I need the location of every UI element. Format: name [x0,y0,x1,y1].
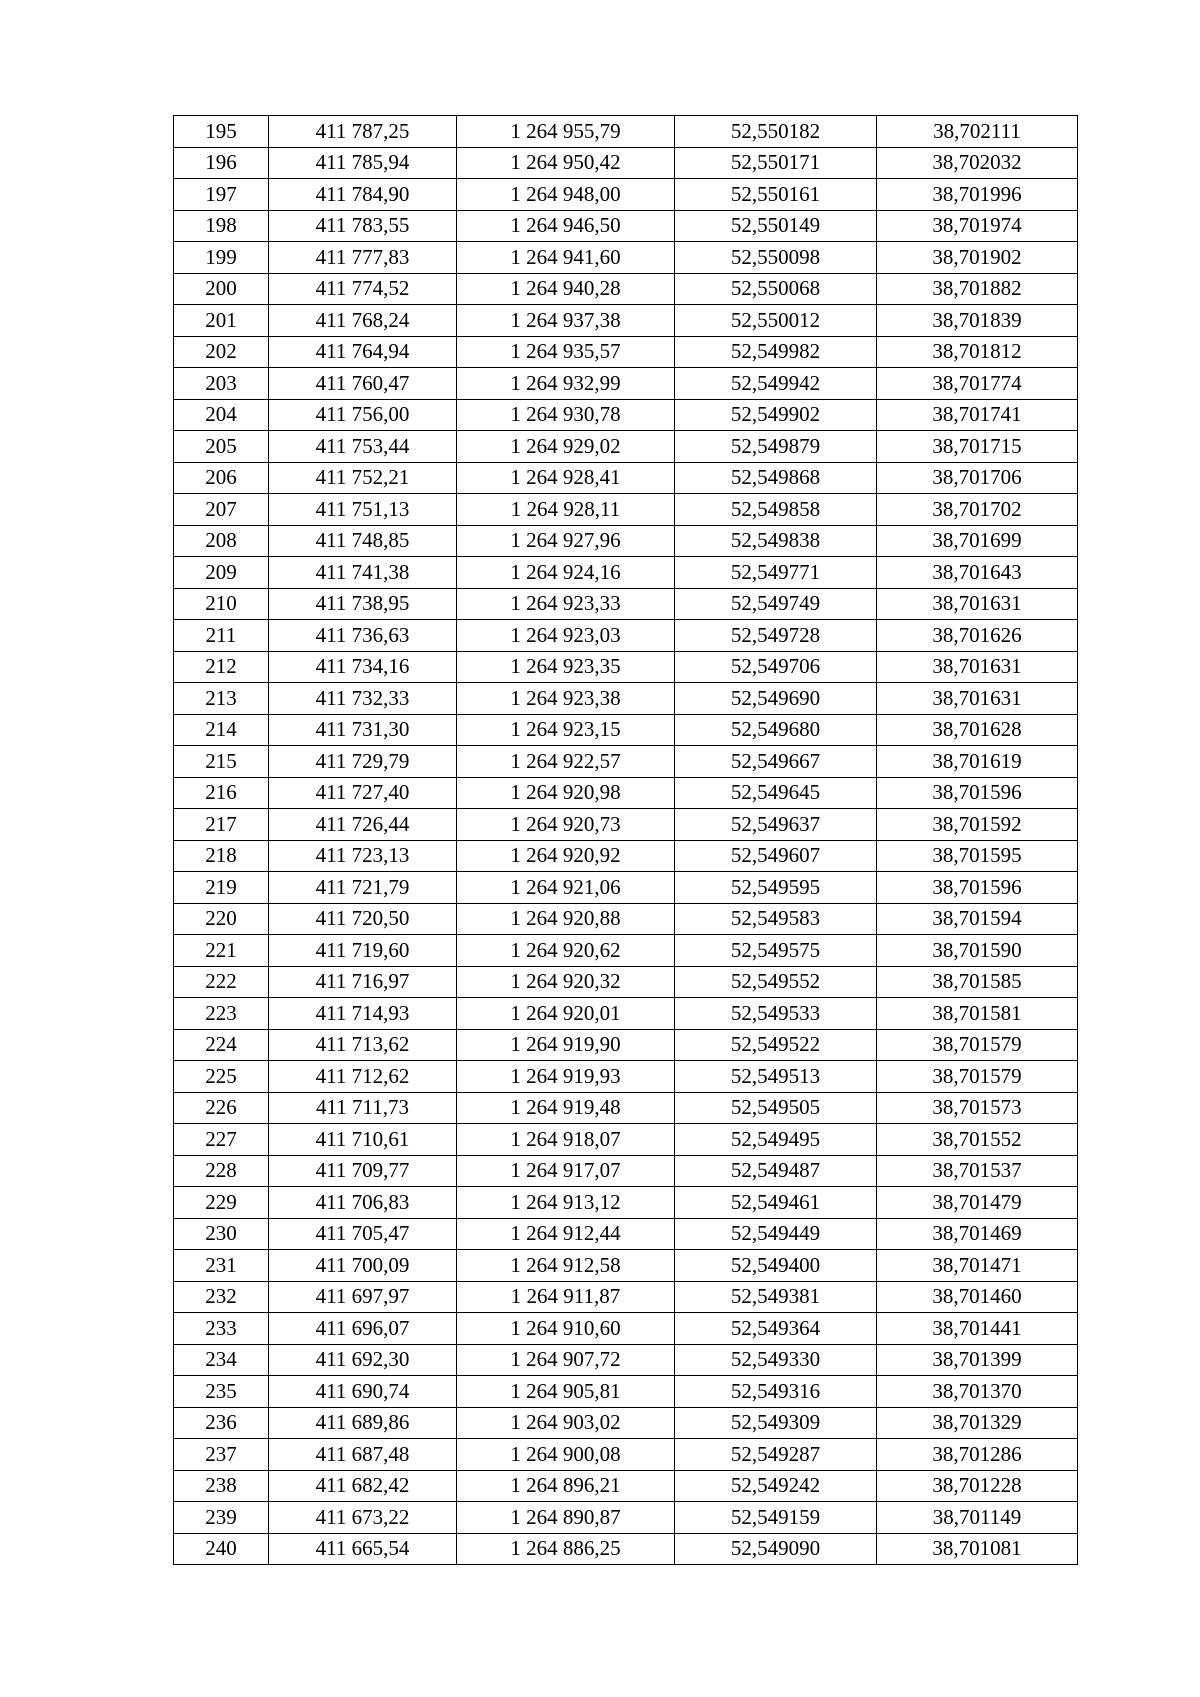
latitude-cell: 52,549868 [675,462,877,494]
latitude-cell: 52,550149 [675,210,877,242]
x-coordinate-cell: 411 689,86 [269,1407,457,1439]
table-row [174,1155,1078,1187]
longitude-cell: 38,701631 [877,651,1078,683]
y-coordinate-cell: 1 264 937,38 [457,305,675,337]
x-coordinate-cell: 411 785,94 [269,147,457,179]
y-coordinate-cell: 1 264 923,33 [457,588,675,620]
x-coordinate-cell: 411 709,77 [269,1155,457,1187]
point-number-cell: 217 [174,809,269,841]
latitude-cell: 52,549942 [675,368,877,400]
latitude-cell: 52,549552 [675,966,877,998]
table-row [174,336,1078,368]
latitude-cell: 52,549607 [675,840,877,872]
point-number-cell: 207 [174,494,269,526]
latitude-cell: 52,549522 [675,1029,877,1061]
longitude-cell: 38,701329 [877,1407,1078,1439]
y-coordinate-cell: 1 264 923,03 [457,620,675,652]
longitude-cell: 38,701471 [877,1250,1078,1282]
point-number-cell: 196 [174,147,269,179]
latitude-cell: 52,549364 [675,1313,877,1345]
point-number-cell: 233 [174,1313,269,1345]
x-coordinate-cell: 411 736,63 [269,620,457,652]
coordinates-table [173,115,1078,1565]
longitude-cell: 38,701715 [877,431,1078,463]
longitude-cell: 38,701839 [877,305,1078,337]
point-number-cell: 210 [174,588,269,620]
latitude-cell: 52,549330 [675,1344,877,1376]
longitude-cell: 38,701902 [877,242,1078,274]
point-number-cell: 228 [174,1155,269,1187]
longitude-cell: 38,701619 [877,746,1078,778]
latitude-cell: 52,550182 [675,116,877,148]
y-coordinate-cell: 1 264 896,21 [457,1470,675,1502]
point-number-cell: 212 [174,651,269,683]
latitude-cell: 52,549533 [675,998,877,1030]
x-coordinate-cell: 411 787,25 [269,116,457,148]
point-number-cell: 226 [174,1092,269,1124]
longitude-cell: 38,701441 [877,1313,1078,1345]
longitude-cell: 38,701706 [877,462,1078,494]
point-number-cell: 236 [174,1407,269,1439]
x-coordinate-cell: 411 768,24 [269,305,457,337]
longitude-cell: 38,701286 [877,1439,1078,1471]
latitude-cell: 52,549513 [675,1061,877,1093]
x-coordinate-cell: 411 741,38 [269,557,457,589]
point-number-cell: 197 [174,179,269,211]
x-coordinate-cell: 411 712,62 [269,1061,457,1093]
latitude-cell: 52,549316 [675,1376,877,1408]
latitude-cell: 52,549706 [675,651,877,683]
latitude-cell: 52,549982 [675,336,877,368]
latitude-cell: 52,549690 [675,683,877,715]
y-coordinate-cell: 1 264 920,62 [457,935,675,967]
table-row [174,1187,1078,1219]
longitude-cell: 38,701149 [877,1502,1078,1534]
point-number-cell: 195 [174,116,269,148]
x-coordinate-cell: 411 692,30 [269,1344,457,1376]
y-coordinate-cell: 1 264 946,50 [457,210,675,242]
table-row [174,179,1078,211]
y-coordinate-cell: 1 264 935,57 [457,336,675,368]
latitude-cell: 52,550012 [675,305,877,337]
y-coordinate-cell: 1 264 923,15 [457,714,675,746]
longitude-cell: 38,701741 [877,399,1078,431]
x-coordinate-cell: 411 727,40 [269,777,457,809]
y-coordinate-cell: 1 264 930,78 [457,399,675,431]
table-row [174,557,1078,589]
longitude-cell: 38,701594 [877,903,1078,935]
y-coordinate-cell: 1 264 928,41 [457,462,675,494]
x-coordinate-cell: 411 716,97 [269,966,457,998]
latitude-cell: 52,549159 [675,1502,877,1534]
point-number-cell: 202 [174,336,269,368]
latitude-cell: 52,549749 [675,588,877,620]
table-row [174,714,1078,746]
table-row [174,431,1078,463]
y-coordinate-cell: 1 264 921,06 [457,872,675,904]
table-row [174,399,1078,431]
y-coordinate-cell: 1 264 919,90 [457,1029,675,1061]
point-number-cell: 238 [174,1470,269,1502]
longitude-cell: 38,701081 [877,1533,1078,1565]
table-row [174,588,1078,620]
x-coordinate-cell: 411 731,30 [269,714,457,746]
x-coordinate-cell: 411 784,90 [269,179,457,211]
latitude-cell: 52,550161 [675,179,877,211]
longitude-cell: 38,701702 [877,494,1078,526]
table-row [174,368,1078,400]
y-coordinate-cell: 1 264 929,02 [457,431,675,463]
table-row [174,462,1078,494]
y-coordinate-cell: 1 264 941,60 [457,242,675,274]
point-number-cell: 200 [174,273,269,305]
latitude-cell: 52,549902 [675,399,877,431]
table-row [174,651,1078,683]
table-row [174,525,1078,557]
table-row [174,305,1078,337]
latitude-cell: 52,549495 [675,1124,877,1156]
x-coordinate-cell: 411 705,47 [269,1218,457,1250]
longitude-cell: 38,701774 [877,368,1078,400]
longitude-cell: 38,701592 [877,809,1078,841]
latitude-cell: 52,549461 [675,1187,877,1219]
table-row [174,116,1078,148]
table-row [174,1313,1078,1345]
longitude-cell: 38,701974 [877,210,1078,242]
table-row [174,1218,1078,1250]
longitude-cell: 38,701626 [877,620,1078,652]
latitude-cell: 52,549728 [675,620,877,652]
point-number-cell: 199 [174,242,269,274]
x-coordinate-cell: 411 732,33 [269,683,457,715]
point-number-cell: 235 [174,1376,269,1408]
table-row [174,1061,1078,1093]
y-coordinate-cell: 1 264 920,88 [457,903,675,935]
longitude-cell: 38,701399 [877,1344,1078,1376]
latitude-cell: 52,549449 [675,1218,877,1250]
point-number-cell: 204 [174,399,269,431]
coordinates-table-body [174,116,1078,1565]
x-coordinate-cell: 411 764,94 [269,336,457,368]
latitude-cell: 52,549637 [675,809,877,841]
longitude-cell: 38,701590 [877,935,1078,967]
y-coordinate-cell: 1 264 890,87 [457,1502,675,1534]
x-coordinate-cell: 411 726,44 [269,809,457,841]
x-coordinate-cell: 411 682,42 [269,1470,457,1502]
y-coordinate-cell: 1 264 900,08 [457,1439,675,1471]
longitude-cell: 38,701812 [877,336,1078,368]
point-number-cell: 198 [174,210,269,242]
x-coordinate-cell: 411 753,44 [269,431,457,463]
y-coordinate-cell: 1 264 886,25 [457,1533,675,1565]
table-row [174,1092,1078,1124]
y-coordinate-cell: 1 264 950,42 [457,147,675,179]
latitude-cell: 52,549287 [675,1439,877,1471]
table-row [174,1439,1078,1471]
y-coordinate-cell: 1 264 920,32 [457,966,675,998]
longitude-cell: 38,701882 [877,273,1078,305]
y-coordinate-cell: 1 264 955,79 [457,116,675,148]
x-coordinate-cell: 411 700,09 [269,1250,457,1282]
x-coordinate-cell: 411 760,47 [269,368,457,400]
x-coordinate-cell: 411 729,79 [269,746,457,778]
y-coordinate-cell: 1 264 913,12 [457,1187,675,1219]
point-number-cell: 208 [174,525,269,557]
longitude-cell: 38,701469 [877,1218,1078,1250]
longitude-cell: 38,701581 [877,998,1078,1030]
point-number-cell: 239 [174,1502,269,1534]
y-coordinate-cell: 1 264 917,07 [457,1155,675,1187]
table-row [174,809,1078,841]
longitude-cell: 38,701579 [877,1029,1078,1061]
point-number-cell: 237 [174,1439,269,1471]
y-coordinate-cell: 1 264 918,07 [457,1124,675,1156]
point-number-cell: 223 [174,998,269,1030]
latitude-cell: 52,549487 [675,1155,877,1187]
longitude-cell: 38,701370 [877,1376,1078,1408]
longitude-cell: 38,701596 [877,872,1078,904]
y-coordinate-cell: 1 264 927,96 [457,525,675,557]
point-number-cell: 214 [174,714,269,746]
x-coordinate-cell: 411 774,52 [269,273,457,305]
longitude-cell: 38,701537 [877,1155,1078,1187]
y-coordinate-cell: 1 264 920,01 [457,998,675,1030]
latitude-cell: 52,549667 [675,746,877,778]
latitude-cell: 52,550171 [675,147,877,179]
table-row [174,210,1078,242]
longitude-cell: 38,701631 [877,683,1078,715]
x-coordinate-cell: 411 720,50 [269,903,457,935]
longitude-cell: 38,701552 [877,1124,1078,1156]
point-number-cell: 231 [174,1250,269,1282]
longitude-cell: 38,702111 [877,116,1078,148]
latitude-cell: 52,549680 [675,714,877,746]
longitude-cell: 38,701643 [877,557,1078,589]
table-row [174,1281,1078,1313]
latitude-cell: 52,549575 [675,935,877,967]
x-coordinate-cell: 411 687,48 [269,1439,457,1471]
table-row [174,935,1078,967]
y-coordinate-cell: 1 264 932,99 [457,368,675,400]
point-number-cell: 215 [174,746,269,778]
point-number-cell: 225 [174,1061,269,1093]
table-row [174,872,1078,904]
x-coordinate-cell: 411 673,22 [269,1502,457,1534]
x-coordinate-cell: 411 665,54 [269,1533,457,1565]
x-coordinate-cell: 411 734,16 [269,651,457,683]
y-coordinate-cell: 1 264 912,44 [457,1218,675,1250]
y-coordinate-cell: 1 264 903,02 [457,1407,675,1439]
y-coordinate-cell: 1 264 920,92 [457,840,675,872]
y-coordinate-cell: 1 264 940,28 [457,273,675,305]
x-coordinate-cell: 411 748,85 [269,525,457,557]
latitude-cell: 52,549090 [675,1533,877,1565]
table-row [174,1470,1078,1502]
table-row [174,1250,1078,1282]
table-row [174,998,1078,1030]
longitude-cell: 38,701996 [877,179,1078,211]
x-coordinate-cell: 411 714,93 [269,998,457,1030]
x-coordinate-cell: 411 751,13 [269,494,457,526]
longitude-cell: 38,701573 [877,1092,1078,1124]
x-coordinate-cell: 411 756,00 [269,399,457,431]
longitude-cell: 38,701579 [877,1061,1078,1093]
longitude-cell: 38,701228 [877,1470,1078,1502]
x-coordinate-cell: 411 710,61 [269,1124,457,1156]
longitude-cell: 38,701628 [877,714,1078,746]
longitude-cell: 38,701596 [877,777,1078,809]
latitude-cell: 52,549309 [675,1407,877,1439]
table-row [174,1124,1078,1156]
point-number-cell: 232 [174,1281,269,1313]
latitude-cell: 52,549838 [675,525,877,557]
y-coordinate-cell: 1 264 919,48 [457,1092,675,1124]
latitude-cell: 52,549771 [675,557,877,589]
x-coordinate-cell: 411 719,60 [269,935,457,967]
y-coordinate-cell: 1 264 923,38 [457,683,675,715]
point-number-cell: 203 [174,368,269,400]
y-coordinate-cell: 1 264 920,98 [457,777,675,809]
table-row [174,777,1078,809]
x-coordinate-cell: 411 723,13 [269,840,457,872]
latitude-cell: 52,549583 [675,903,877,935]
table-row [174,1344,1078,1376]
point-number-cell: 222 [174,966,269,998]
y-coordinate-cell: 1 264 948,00 [457,179,675,211]
table-row [174,494,1078,526]
x-coordinate-cell: 411 696,07 [269,1313,457,1345]
latitude-cell: 52,549595 [675,872,877,904]
y-coordinate-cell: 1 264 923,35 [457,651,675,683]
longitude-cell: 38,701460 [877,1281,1078,1313]
x-coordinate-cell: 411 711,73 [269,1092,457,1124]
table-row [174,1533,1078,1565]
table-row [174,147,1078,179]
x-coordinate-cell: 411 738,95 [269,588,457,620]
table-row [174,903,1078,935]
table-row [174,620,1078,652]
point-number-cell: 240 [174,1533,269,1565]
y-coordinate-cell: 1 264 905,81 [457,1376,675,1408]
table-row [174,273,1078,305]
table-row [174,1502,1078,1534]
y-coordinate-cell: 1 264 919,93 [457,1061,675,1093]
longitude-cell: 38,701699 [877,525,1078,557]
table-row [174,1029,1078,1061]
point-number-cell: 205 [174,431,269,463]
y-coordinate-cell: 1 264 924,16 [457,557,675,589]
latitude-cell: 52,549242 [675,1470,877,1502]
point-number-cell: 211 [174,620,269,652]
y-coordinate-cell: 1 264 910,60 [457,1313,675,1345]
point-number-cell: 218 [174,840,269,872]
table-row [174,1407,1078,1439]
point-number-cell: 220 [174,903,269,935]
latitude-cell: 52,549505 [675,1092,877,1124]
y-coordinate-cell: 1 264 922,57 [457,746,675,778]
table-row [174,840,1078,872]
y-coordinate-cell: 1 264 928,11 [457,494,675,526]
point-number-cell: 219 [174,872,269,904]
point-number-cell: 234 [174,1344,269,1376]
longitude-cell: 38,701631 [877,588,1078,620]
x-coordinate-cell: 411 752,21 [269,462,457,494]
x-coordinate-cell: 411 721,79 [269,872,457,904]
latitude-cell: 52,549400 [675,1250,877,1282]
table-row [174,966,1078,998]
latitude-cell: 52,550068 [675,273,877,305]
y-coordinate-cell: 1 264 912,58 [457,1250,675,1282]
table-row [174,746,1078,778]
point-number-cell: 201 [174,305,269,337]
point-number-cell: 229 [174,1187,269,1219]
table-row [174,683,1078,715]
x-coordinate-cell: 411 713,62 [269,1029,457,1061]
point-number-cell: 221 [174,935,269,967]
x-coordinate-cell: 411 690,74 [269,1376,457,1408]
point-number-cell: 227 [174,1124,269,1156]
point-number-cell: 216 [174,777,269,809]
table-row [174,242,1078,274]
x-coordinate-cell: 411 697,97 [269,1281,457,1313]
latitude-cell: 52,549879 [675,431,877,463]
longitude-cell: 38,701585 [877,966,1078,998]
longitude-cell: 38,701595 [877,840,1078,872]
point-number-cell: 224 [174,1029,269,1061]
y-coordinate-cell: 1 264 907,72 [457,1344,675,1376]
x-coordinate-cell: 411 777,83 [269,242,457,274]
point-number-cell: 206 [174,462,269,494]
latitude-cell: 52,549381 [675,1281,877,1313]
y-coordinate-cell: 1 264 920,73 [457,809,675,841]
x-coordinate-cell: 411 783,55 [269,210,457,242]
point-number-cell: 213 [174,683,269,715]
longitude-cell: 38,701479 [877,1187,1078,1219]
latitude-cell: 52,550098 [675,242,877,274]
point-number-cell: 209 [174,557,269,589]
latitude-cell: 52,549858 [675,494,877,526]
longitude-cell: 38,702032 [877,147,1078,179]
y-coordinate-cell: 1 264 911,87 [457,1281,675,1313]
latitude-cell: 52,549645 [675,777,877,809]
x-coordinate-cell: 411 706,83 [269,1187,457,1219]
point-number-cell: 230 [174,1218,269,1250]
table-row [174,1376,1078,1408]
